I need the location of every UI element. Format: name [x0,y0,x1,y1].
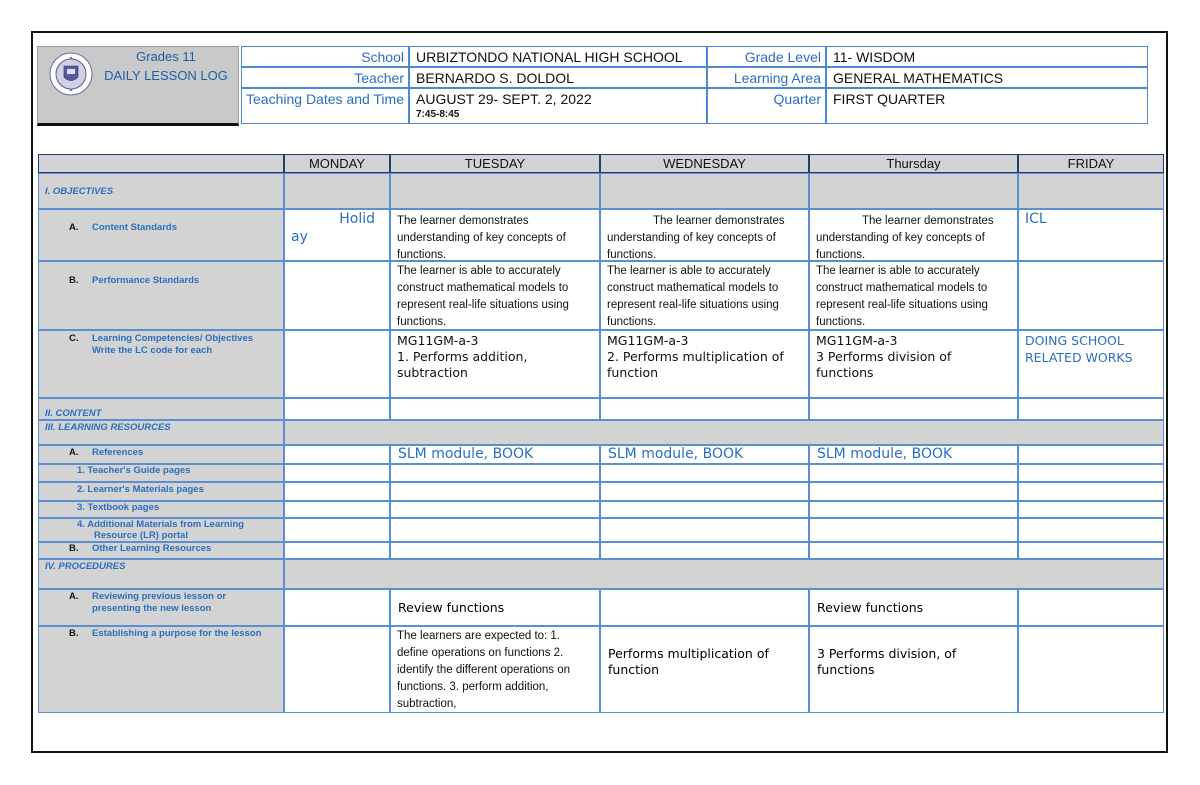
procedures-label: IV. PROCEDURES [45,561,126,572]
purpose-label: Establishing a purpose for the lesson [92,628,262,639]
textbook-pages-label: 3. Textbook pages [77,502,160,513]
objectives-tuesday [390,173,600,209]
lc-thursday-code: MG11GM-a-3 [816,333,898,348]
title-dll: DAILY LESSON LOG [104,68,228,83]
performance-standards-letter: B. [69,275,79,286]
content-standards-monday [284,209,390,261]
review-monday [284,589,390,626]
references-monday [284,445,390,464]
textbook-pages-wednesday [600,501,809,518]
tg-pages-thursday [809,464,1018,482]
content-friday [1018,398,1164,420]
lc-wednesday-code: MG11GM-a-3 [607,333,689,348]
deped-seal-icon [49,52,93,96]
lm-pages-tuesday [390,482,600,501]
content-standards-wednesday: The learner demonstrates understanding of key concepts of functions. [600,209,809,261]
content-standards-label-cell [38,209,284,261]
other-resources-tuesday [390,542,600,559]
references-letter: A. [69,447,79,458]
procedures-span [284,559,1164,589]
review-label-cell [38,589,284,626]
grade-label-cell [707,46,826,67]
content-standards-thursday: The learner demonstrates understanding of key concepts of functions. [809,209,1018,261]
area-value: GENERAL MATHEMATICS [833,70,1004,86]
objectives-friday [1018,173,1164,209]
quarter-value-cell [826,88,1148,124]
lc-friday: DOING SCHOOL RELATED WORKS [1018,330,1164,398]
references-friday [1018,445,1164,464]
tg-pages-label: 1. Teacher's Guide pages [77,465,191,476]
procedures-label-cell [38,559,284,589]
purpose-label-cell [38,626,284,713]
time-value: 7:45-8:45 [416,109,460,120]
content-standards-label: Content Standards [92,222,177,233]
content-tuesday [390,398,600,420]
content-standards-friday [1018,209,1164,261]
lc-label-line2: Write the LC code for each [92,345,213,356]
resources-span [284,420,1164,445]
additional-materials-wednesday [600,518,809,542]
lm-pages-label: 2. Learner's Materials pages [77,484,204,495]
purpose-thursday [809,626,1018,713]
additional-materials-monday [284,518,390,542]
school-value: URBIZTONDO NATIONAL HIGH SCHOOL [416,49,683,65]
additional-materials-friday [1018,518,1164,542]
lc-label-cell [38,330,284,398]
objectives-label-cell [38,173,284,209]
other-resources-wednesday [600,542,809,559]
lc-label-line1: Learning Competencies/ Objectives [92,333,254,344]
lm-pages-wednesday [600,482,809,501]
purpose-friday [1018,626,1164,713]
dates-value-cell [409,88,707,124]
review-friday [1018,589,1164,626]
purpose-thursday-text: 3 Performs division, of functions [817,646,957,677]
lm-pages-friday [1018,482,1164,501]
additional-materials-thursday [809,518,1018,542]
day-monday: MONDAY [284,154,390,173]
performance-standards-label: Performance Standards [92,275,200,286]
textbook-pages-monday [284,501,390,518]
teacher-label-cell [241,67,409,88]
title-grade: Grades 11 [136,49,196,64]
lc-thursday [809,330,1018,398]
references-thursday: SLM module, BOOK [809,445,1018,464]
textbook-pages-label-cell [38,501,284,518]
blank-header-cell [38,154,284,173]
lc-tuesday-code: MG11GM-a-3 [397,333,479,348]
tg-pages-friday [1018,464,1164,482]
objectives-wednesday [600,173,809,209]
textbook-pages-thursday [809,501,1018,518]
dates-value: AUGUST 29- SEPT. 2, 2022 [416,91,592,107]
tg-pages-tuesday [390,464,600,482]
area-label-cell [707,67,826,88]
other-resources-letter: B. [69,543,79,554]
tg-pages-label-cell [38,464,284,482]
lc-tuesday-text: 1. Performs addition, subtraction [397,349,528,380]
other-resources-label-cell [38,542,284,559]
content-monday [284,398,390,420]
area-label: Learning Area [733,70,821,86]
resources-label-cell [38,420,284,445]
day-friday: FRIDAY [1018,154,1164,173]
grade-value-cell [826,46,1148,67]
review-tuesday: Review functions [390,589,600,626]
day-thursday: Thursday [809,154,1018,173]
school-value-cell [409,46,707,67]
grade-value: 11- WISDOM [833,49,916,65]
references-label-cell [38,445,284,464]
teacher-label: Teacher [354,70,404,86]
day-wednesday: WEDNESDAY [600,154,809,173]
other-resources-friday [1018,542,1164,559]
textbook-pages-tuesday [390,501,600,518]
content-thursday [809,398,1018,420]
day-tuesday: TUESDAY [390,154,600,173]
quarter-value: FIRST QUARTER [833,91,946,107]
review-label-line2: presenting the new lesson [92,603,212,614]
tg-pages-monday [284,464,390,482]
objectives-label: I. OBJECTIVES [45,186,114,197]
review-wednesday [600,589,809,626]
purpose-tuesday: The learners are expected to: 1. define operations on functions 2. identify the different operations on functions. 3. perform addition, subtraction, [390,626,600,713]
additional-materials-line1: 4. Additional Materials from Learning [77,519,244,530]
review-thursday: Review functions [809,589,1018,626]
performance-standards-tuesday: The learner is able to accurately construct mathematical models to represent real-life situations using functions. [390,261,600,330]
other-resources-monday [284,542,390,559]
teacher-value-cell [409,67,707,88]
purpose-wednesday: Performs multiplication of function [600,626,809,713]
area-value-cell [826,67,1148,88]
quarter-label-cell [707,88,826,124]
lc-monday [284,330,390,398]
other-resources-label: Other Learning Resources [92,543,212,554]
performance-standards-wednesday: The learner is able to accurately construct mathematical models to represent real-life situations using functions. [600,261,809,330]
review-label-line1: Reviewing previous lesson or [92,591,227,602]
objectives-monday [284,173,390,209]
performance-standards-thursday: The learner is able to accurately construct mathematical models to represent real-life situations using functions. [809,261,1018,330]
additional-materials-line2: Resource (LR) portal [94,530,188,541]
dates-label-cell [241,88,409,124]
teacher-value: BERNARDO S. DOLDOL [416,70,574,86]
dates-label: Teaching Dates and Time [246,91,404,107]
lc-wednesday-text: 2. Performs multiplication of function [607,349,784,380]
grade-label: Grade Level [744,49,821,65]
lc-tuesday [390,330,600,398]
additional-materials-label-cell [38,518,284,542]
tg-pages-wednesday [600,464,809,482]
school-label: School [361,49,404,65]
quarter-label: Quarter [773,91,821,107]
objectives-thursday [809,173,1018,209]
content-standards-tuesday: The learner demonstrates understanding of key concepts of functions. [390,209,600,261]
monday-holiday-part1: Holid [339,211,375,227]
content-label: II. CONTENT [45,408,102,419]
lm-pages-monday [284,482,390,501]
lc-thursday-text: 3 Performs division of functions [816,349,952,380]
content-wednesday [600,398,809,420]
review-letter: A. [69,591,79,602]
resources-label: III. LEARNING RESOURCES [45,422,171,433]
performance-standards-label-cell [38,261,284,330]
purpose-monday [284,626,390,713]
references-wednesday: SLM module, BOOK [600,445,809,464]
school-label-cell [241,46,409,67]
references-tuesday: SLM module, BOOK [390,445,600,464]
monday-holiday-part2: ay [291,229,308,245]
performance-standards-friday [1018,261,1164,330]
performance-standards-monday [284,261,390,330]
textbook-pages-friday [1018,501,1164,518]
purpose-letter: B. [69,628,79,639]
friday-icl: ICL [1025,211,1047,227]
lm-pages-label-cell [38,482,284,501]
references-label: References [92,447,144,458]
other-resources-thursday [809,542,1018,559]
lc-letter: C. [69,333,79,344]
lm-pages-thursday [809,482,1018,501]
content-label-cell [38,398,284,420]
additional-materials-tuesday [390,518,600,542]
lc-wednesday [600,330,809,398]
content-standards-letter: A. [69,222,79,233]
